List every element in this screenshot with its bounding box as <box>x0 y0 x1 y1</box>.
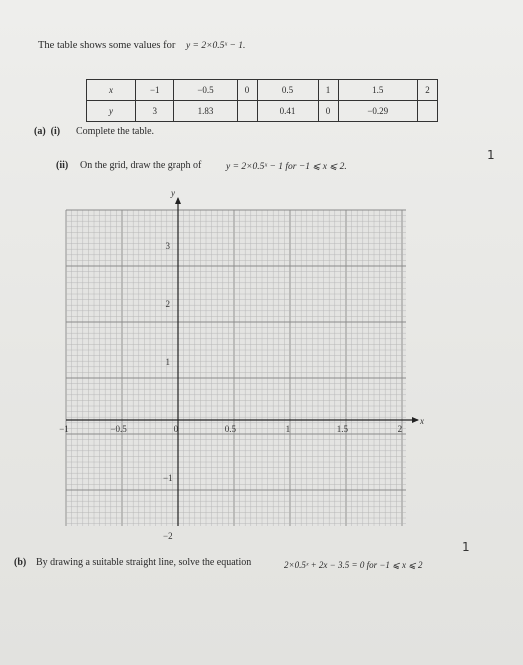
x-tick-label: 1 <box>285 424 291 434</box>
table-cell: y <box>87 101 136 122</box>
table-cell: −0.5 <box>174 80 237 101</box>
part-a-ii-text: On the grid, draw the graph of <box>80 160 202 171</box>
part-b-equation: 2×0.5ˣ + 2x − 3.5 = 0 for −1 ⩽ x ⩽ 2 <box>284 560 423 570</box>
x-axis-label: x <box>420 416 424 426</box>
label-a: (a) <box>34 126 46 137</box>
table-cell: 1.83 <box>174 101 237 122</box>
table-cell: 0.5 <box>257 80 318 101</box>
part-a-i-text: Complete the table. <box>76 126 155 137</box>
part-b-label: (b) <box>14 557 27 568</box>
y-tick-label: 1 <box>165 357 170 367</box>
table-cell: 3 <box>136 101 174 122</box>
x-tick-label: −1 <box>59 424 69 434</box>
intro-text: The table shows some values for <box>38 40 176 51</box>
table-cell: −0.29 <box>338 101 417 122</box>
part-a-ii-equation: y = 2×0.5ˣ − 1 for −1 ⩽ x ⩽ 2. <box>226 162 347 172</box>
mark-b: 1 <box>462 540 470 554</box>
part-b-text: By drawing a suitable straight line, solve the equation <box>36 557 252 568</box>
part-a-ii-label: (ii) <box>56 160 69 171</box>
table-cell: −1 <box>136 80 174 101</box>
x-tick-label: 0 <box>173 424 179 434</box>
y-tick-label: 3 <box>165 241 170 251</box>
mark-a-i: 1 <box>487 148 495 162</box>
y-axis-arrow <box>175 197 181 204</box>
x-tick-label: 2 <box>397 424 403 434</box>
grid-lines <box>66 210 406 526</box>
y-tick-label: −2 <box>163 531 173 541</box>
table-cell: x <box>87 80 136 101</box>
intro-equation: y = 2×0.5ˣ − 1. <box>185 41 246 51</box>
x-tick-label: −0.5 <box>110 424 127 434</box>
label-i: (i) <box>50 126 61 137</box>
y-tick-label: −1 <box>163 473 173 483</box>
x-axis-arrow <box>412 417 419 423</box>
table-cell: 1.5 <box>338 80 417 101</box>
y-tick-label: 2 <box>165 299 170 309</box>
table-cell: 0 <box>237 80 257 101</box>
table-cell: 2 <box>417 80 437 101</box>
table-cell: 1 <box>318 80 338 101</box>
y-axis-label: y <box>171 188 175 198</box>
table-cell: 0 <box>318 101 338 122</box>
table-cell: 0.41 <box>257 101 318 122</box>
x-tick-label: 0.5 <box>224 424 237 434</box>
x-tick-label: 1.5 <box>336 424 349 434</box>
